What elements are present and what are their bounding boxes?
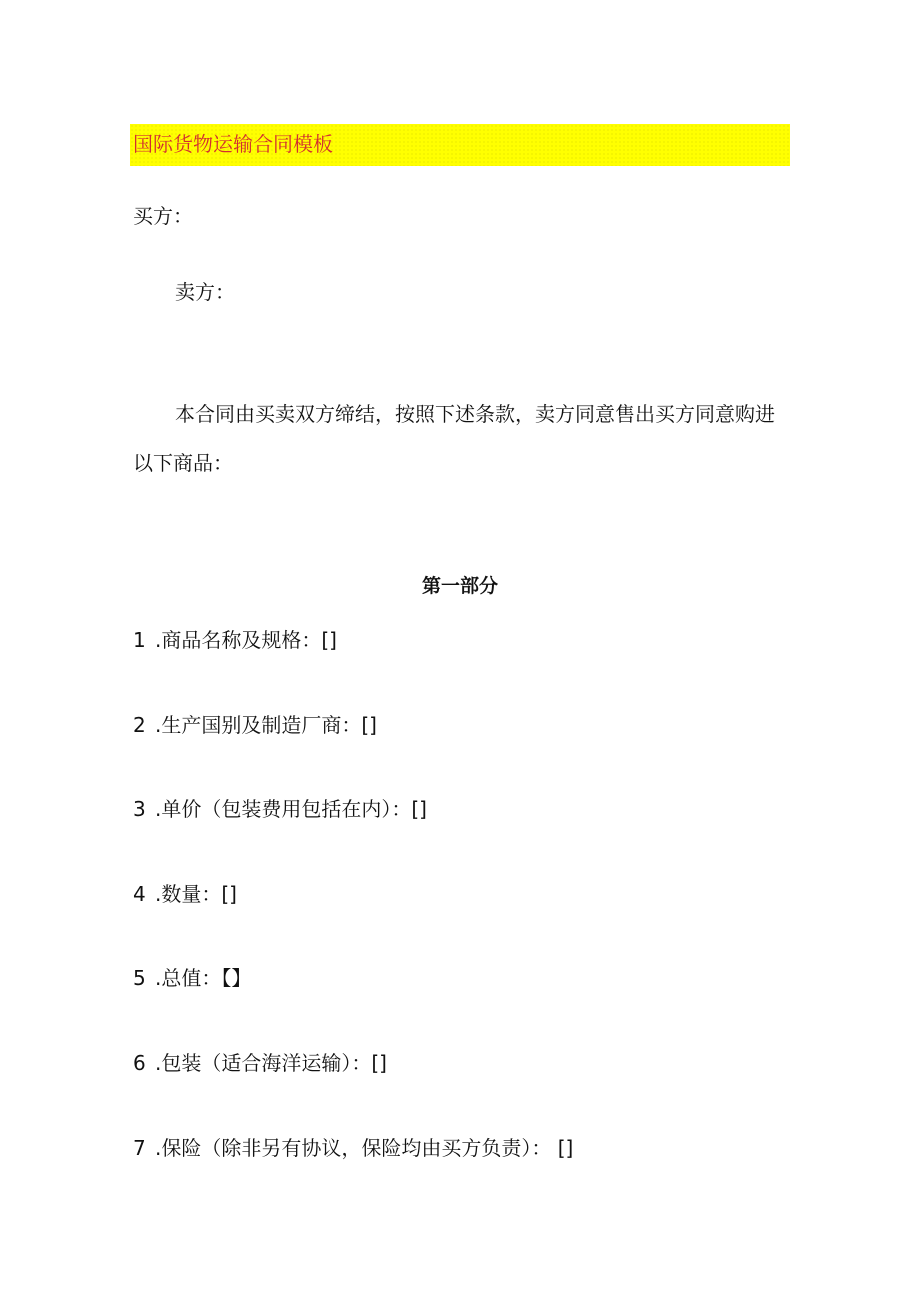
title-highlight [130,124,790,166]
clause-number: 5 [133,966,146,990]
clause-item [133,627,337,653]
clause-item [133,712,377,738]
seller-label: 卖方： [175,280,235,304]
clause-item [133,1050,387,1076]
clause-number: 1 [133,628,146,652]
clause-text: .商品名称及规格：[] [155,628,337,652]
clause-text: .包装（适合海洋运输）：[] [155,1051,387,1075]
clause-number: 2 [133,713,146,737]
intro-paragraph-line-1: 本合同由买卖双方缔结，按照下述条款，卖方同意售出买方同意购进 [175,402,775,426]
clause-text: .总值：【】 [155,966,252,990]
clause-number: 7 [133,1136,146,1160]
clause-item [133,1135,573,1161]
clause-number: 6 [133,1051,146,1075]
clause-number: 3 [133,797,146,821]
clause-text: .数量：[] [155,882,237,906]
clause-number: 4 [133,882,146,906]
buyer-label: 买方： [133,204,193,228]
intro-paragraph-line-2: 以下商品： [133,451,233,475]
clause-item [133,965,251,991]
clause-text: .单价（包装费用包括在内）：[] [155,797,427,821]
clause-text: .生产国别及制造厂商：[] [155,713,377,737]
section-heading: 第一部分 [421,575,498,597]
clause-item [133,796,427,822]
clause-text: .保险（除非另有协议，保险均由买方负责）： [] [155,1136,574,1160]
document-title: 国际货物运输合同模板 [133,132,333,156]
clause-item [133,881,237,907]
